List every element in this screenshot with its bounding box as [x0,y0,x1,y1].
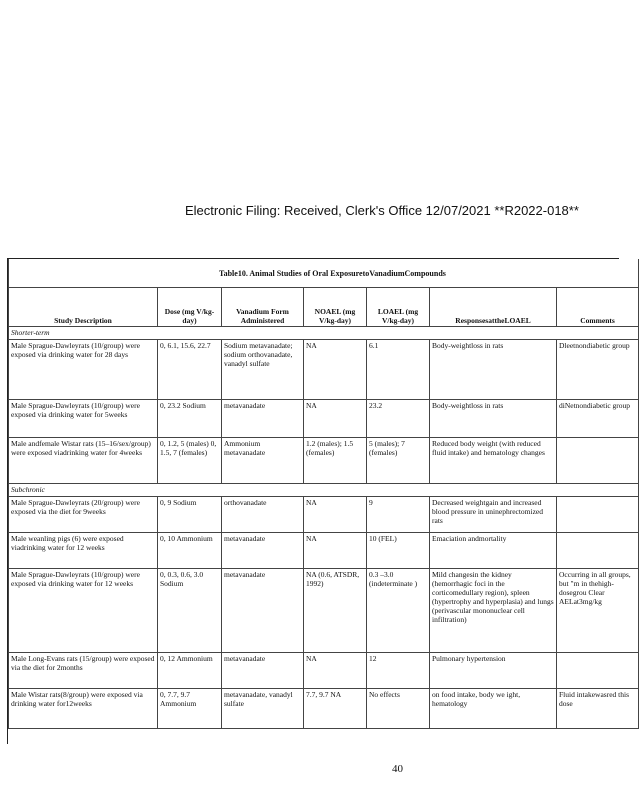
cell-form: orthovanadate [222,497,304,533]
cell-comment [557,497,639,533]
cell-loael: 0.3 –3.0 (indeterminate ) [367,569,430,653]
table-row [9,438,639,484]
cell-response: Decreased weightgain and increased blood pressure in uninephrectomized rats [430,497,557,533]
cell-loael: 10 (FEL) [367,533,430,569]
header-loael: LOAEL (mg V/kg-day) [367,288,430,327]
cell-dose: 0, 12 Ammonium [158,653,222,689]
cell-comment [557,653,639,689]
cell-loael: No effects [367,689,430,729]
cell-comment [557,533,639,569]
header-comments: Comments [557,288,639,327]
cell-loael: 23.2 [367,400,430,438]
cell-loael: 6.1 [367,340,430,400]
table-header-row [9,288,639,327]
cell-noael: 1.2 (males); 1.5 (females) [304,438,367,484]
cell-dose: 0, 9 Sodium [158,497,222,533]
header-dose: Dose (mg V/kg-day) [158,288,222,327]
cell-comment: Dleetnondiabetic group [557,340,639,400]
section-title-shorter-term: Shorter-term [9,327,639,340]
cell-noael: NA [304,340,367,400]
cell-dose: 0, 1.2, 5 (males) 0, 1.5, 7 (females) [158,438,222,484]
cell-response: Mild changesin the kidney (hemorrhagic foci in the corticomedullary region), spleen (hypertrophy and hyperplasia) and lungs (perivascular mononuclear cell infiltration) [430,569,557,653]
section-title-subchronic: Subchronic [9,484,639,497]
cell-study: Male Wistar rats(8/group) were exposed via drinking water for12weeks [9,689,158,729]
table-grid [8,259,639,729]
cell-form: metavanadate, vanadyl sulfate [222,689,304,729]
cell-study: Male Sprague-Dawleyrats (10/group) were exposed via drinking water for 5weeks [9,400,158,438]
cell-response: on food intake, body we ight, hematology [430,689,557,729]
cell-study: Male andfemale Wistar rats (15–16/sex/group) were exposed viadrinking water for 4weeks [9,438,158,484]
cell-study: Male Long-Evans rats (15/group) were exposed via the diet for 2months [9,653,158,689]
cell-loael: 12 [367,653,430,689]
cell-comment [557,438,639,484]
table-row [9,497,639,533]
header-vanadium-form: Vanadium Form Administered [222,288,304,327]
cell-noael: NA [304,653,367,689]
cell-loael: 9 [367,497,430,533]
filing-header: Electronic Filing: Received, Clerk's Office 12/07/2021 **R2022-018** [185,203,579,218]
cell-form: metavanadate [222,533,304,569]
cell-form: metavanadate [222,400,304,438]
cell-noael: NA [304,497,367,533]
table-row [9,340,639,400]
cell-study: Male weanling pigs (6) were exposed viadrinking water for 12 weeks [9,533,158,569]
cell-comment: Fluid intakewasred this dose [557,689,639,729]
table-row [9,400,639,438]
cell-noael: 7.7, 9.7 NA [304,689,367,729]
table-row [9,689,639,729]
cell-response: Emaciation andmortality [430,533,557,569]
cell-dose: 0, 0.3, 0.6, 3.0 Sodium [158,569,222,653]
table-row [9,569,639,653]
cell-response: Body-weightloss in rats [430,400,557,438]
cell-dose: 0, 10 Ammonium [158,533,222,569]
cell-comment: Occurring in all groups, but "m in thehigh-dosegrou Clear AELat3mg/kg [557,569,639,653]
cell-noael: NA [304,400,367,438]
cell-form: Sodium metavanadate; sodium orthovanadate, vanadyl sulfate [222,340,304,400]
vanadium-studies-table [7,258,631,744]
table-row [9,533,639,569]
table-row [9,653,639,689]
header-responses: ResponsesattheLOAEL [430,288,557,327]
cell-study: Male Sprague-Dawleyrats (10/group) were exposed via drinking water for 12 weeks [9,569,158,653]
cell-loael: 5 (males); 7 (females) [367,438,430,484]
header-study-description: Study Description [9,288,158,327]
cell-study: Male Sprague-Dawleyrats (20/group) were exposed via the diet for 9weeks [9,497,158,533]
cell-dose: 0, 23.2 Sodium [158,400,222,438]
header-noael: NOAEL (mg V/kg-day) [304,288,367,327]
cell-study: Male Sprague-Dawleyrats (10/group) were exposed via drinking water for 28 days [9,340,158,400]
cell-form: metavanadate [222,569,304,653]
page-number: 40 [392,763,403,775]
cell-response: Pulmonary hypertension [430,653,557,689]
table-caption: Table10. Animal Studies of Oral ExposuretoVanadiumCompounds [9,259,639,288]
cell-comment: diNetnondiabetic group [557,400,639,438]
cell-noael: NA [304,533,367,569]
cell-dose: 0, 6.1, 15.6, 22.7 [158,340,222,400]
cell-response: Reduced body weight (with reduced fluid intake) and hematology changes [430,438,557,484]
cell-form: metavanadate [222,653,304,689]
cell-noael: NA (0.6, ATSDR, 1992) [304,569,367,653]
cell-dose: 0, 7.7, 9.7 Ammonium [158,689,222,729]
cell-form: Ammonium metavanadate [222,438,304,484]
cell-response: Body-weightloss in rats [430,340,557,400]
